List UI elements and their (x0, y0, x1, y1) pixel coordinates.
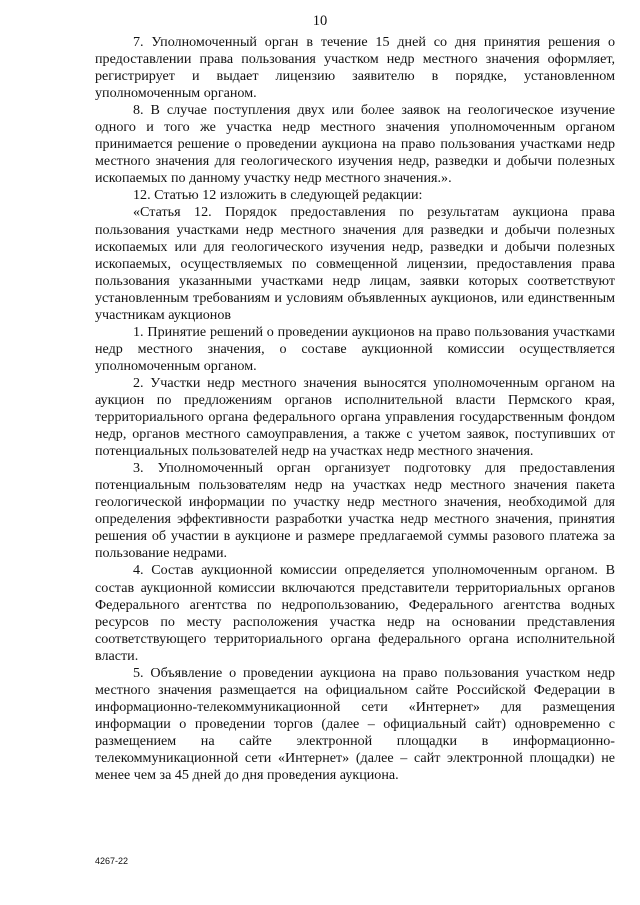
article-12-part-2: 2. Участки недр местного значения выносятся уполномоченным органом на аукцион по предложениям органов исполнительной власти Пермского края, территориального органа федерального органа управления государственным фондом недр, органов местного самоуправления, а также с учетом заявок, поступивших от потенциальных пользователей недр на участках недр местного значения. (95, 374, 615, 460)
article-12-part-3: 3. Уполномоченный орган организует подготовку для предоставления потенциальным пользователям недр на участках недр местного значения пакета геологической информации по участку недр местного значения, необходимой для определения эффективности разработки участка недр местного значения, принятия решения об участии в аукционе и размере предлагаемой суммы разового платежа за пользование недрами. (95, 460, 615, 562)
article-12-part-4: 4. Состав аукционной комиссии определяется уполномоченным органом. В состав аукционной комиссии включаются представители территориальных органов Федерального агентства по недропользованию, Федерального агентства водных ресурсов по месту расположения участка недр на основании представления соответствующего территориального органа федерального органа исполнительной власти. (95, 562, 615, 664)
article-12-part-5: 5. Объявление о проведении аукциона на право пользования участком недр местного значения размещается на официальном сайте Российской Федерации в информационно-телекоммуникационной сети «Интернет» для размещения информации о проведении торгов (далее – официальный сайт) одновременно с размещением на сайте электронной площадки в информационно-телекоммуникационной сети «Интернет» (далее – сайт электронной площадки) не менее чем за 45 дней до дня проведения аукциона. (95, 664, 615, 784)
paragraph-amendment-12: 12. Статью 12 изложить в следующей редакции: (133, 187, 423, 204)
article-12-part-1: 1. Принятие решений о проведении аукционов на право пользования участками недр местного значения, о составе аукционной комиссии осуществляется уполномоченным органом. (95, 323, 615, 374)
document-code: 4267-22 (95, 856, 129, 866)
paragraph-item-8: 8. В случае поступления двух или более заявок на геологическое изучение одного и того же участка недр местного значения уполномоченным органом принимается решение о проведении аукциона на право пользования участками недр местного значения для геологического изучения недр, разведки и добычи полезных ископаемых по данному участку недр местного значения.». (95, 102, 615, 187)
document-body (95, 34, 615, 784)
article-12-heading: «Статья 12. Порядок предоставления по результатам аукциона права пользования участками недр местного значения для разведки и добычи полезных ископаемых или для геологического изучения недр, разведки и добычи полезных ископаемых, осуществляемых по совмещенной лицензии, предоставления права пользования указанными участками недр лицам, заявки которых соответствуют установленным требованиям и условиям объявленных аукционов, или единственным участникам аукционов (95, 204, 615, 323)
page-number: 10 (312, 13, 328, 29)
paragraph-item-7: 7. Уполномоченный орган в течение 15 дней со дня принятия решения о предоставлении права пользования участком недр местного значения оформляет, регистрирует и выдает лицензию заявителю в порядке, установленном уполномоченным органом. (95, 34, 615, 102)
